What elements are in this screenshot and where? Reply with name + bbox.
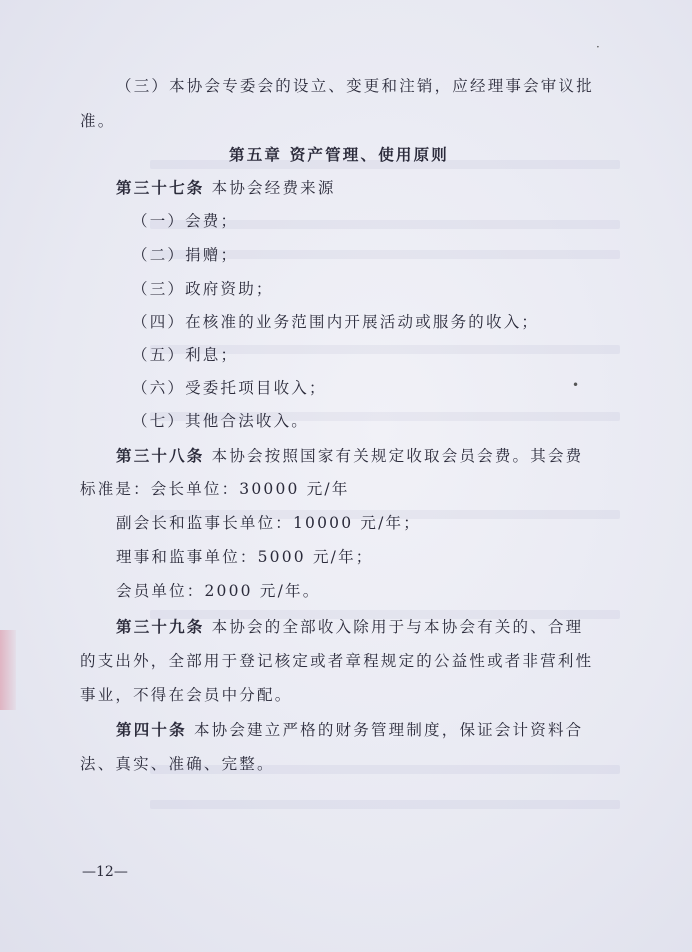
para-line: 事业，不得在会员中分配。	[80, 686, 293, 704]
para-line: 标准是：会长单位：30000 元/年	[80, 480, 350, 498]
seal-edge	[0, 630, 16, 710]
para-line: （三）本协会专委会的设立、变更和注销，应经理事会审议批	[116, 77, 594, 95]
scan-speck: ·	[596, 40, 600, 54]
list-item: （五）利息；	[132, 346, 239, 364]
article-title: 第三十九条	[116, 617, 205, 636]
article-37	[116, 178, 336, 198]
article-text: 本协会建立严格的财务管理制度，保证会计资料合	[193, 721, 584, 739]
chapter-heading: 第五章 资产管理、使用原则	[229, 145, 449, 164]
list-item: （四）在核准的业务范围内开展活动或服务的收入；	[132, 313, 540, 331]
article-text: 本协会的全部收入除用于与本协会有关的、合理	[211, 618, 584, 636]
article-title: 第三十七条	[116, 178, 205, 197]
para-line: 副会长和监事长单位：10000 元/年；	[116, 514, 421, 532]
scan-speck: •	[572, 378, 580, 392]
list-item: （三）政府资助；	[132, 280, 274, 298]
para-line: 法、真实、准确、完整。	[80, 755, 275, 773]
article-text: 本协会按照国家有关规定收取会员会费。其会费	[211, 447, 584, 465]
article-38	[116, 446, 583, 466]
article-title: 第四十条	[116, 720, 187, 739]
para-line: 会员单位：2000 元/年。	[116, 582, 321, 600]
para-line: 准。	[80, 112, 116, 130]
list-item: （一）会费；	[132, 212, 239, 230]
list-item: （二）捐赠；	[132, 246, 239, 264]
para-line: 理事和监事单位：5000 元/年；	[116, 548, 374, 566]
list-item: （七）其他合法收入。	[132, 412, 310, 430]
article-39	[116, 617, 583, 637]
page-number: —12—	[82, 864, 128, 880]
para-line: 的支出外，全部用于登记核定或者章程规定的公益性或者非营利性	[80, 652, 594, 670]
list-item: （六）受委托项目收入；	[132, 379, 327, 397]
article-40	[116, 720, 583, 740]
article-title: 第三十八条	[116, 446, 205, 465]
article-text: 本协会经费来源	[211, 179, 336, 197]
bleed-through	[150, 800, 620, 809]
